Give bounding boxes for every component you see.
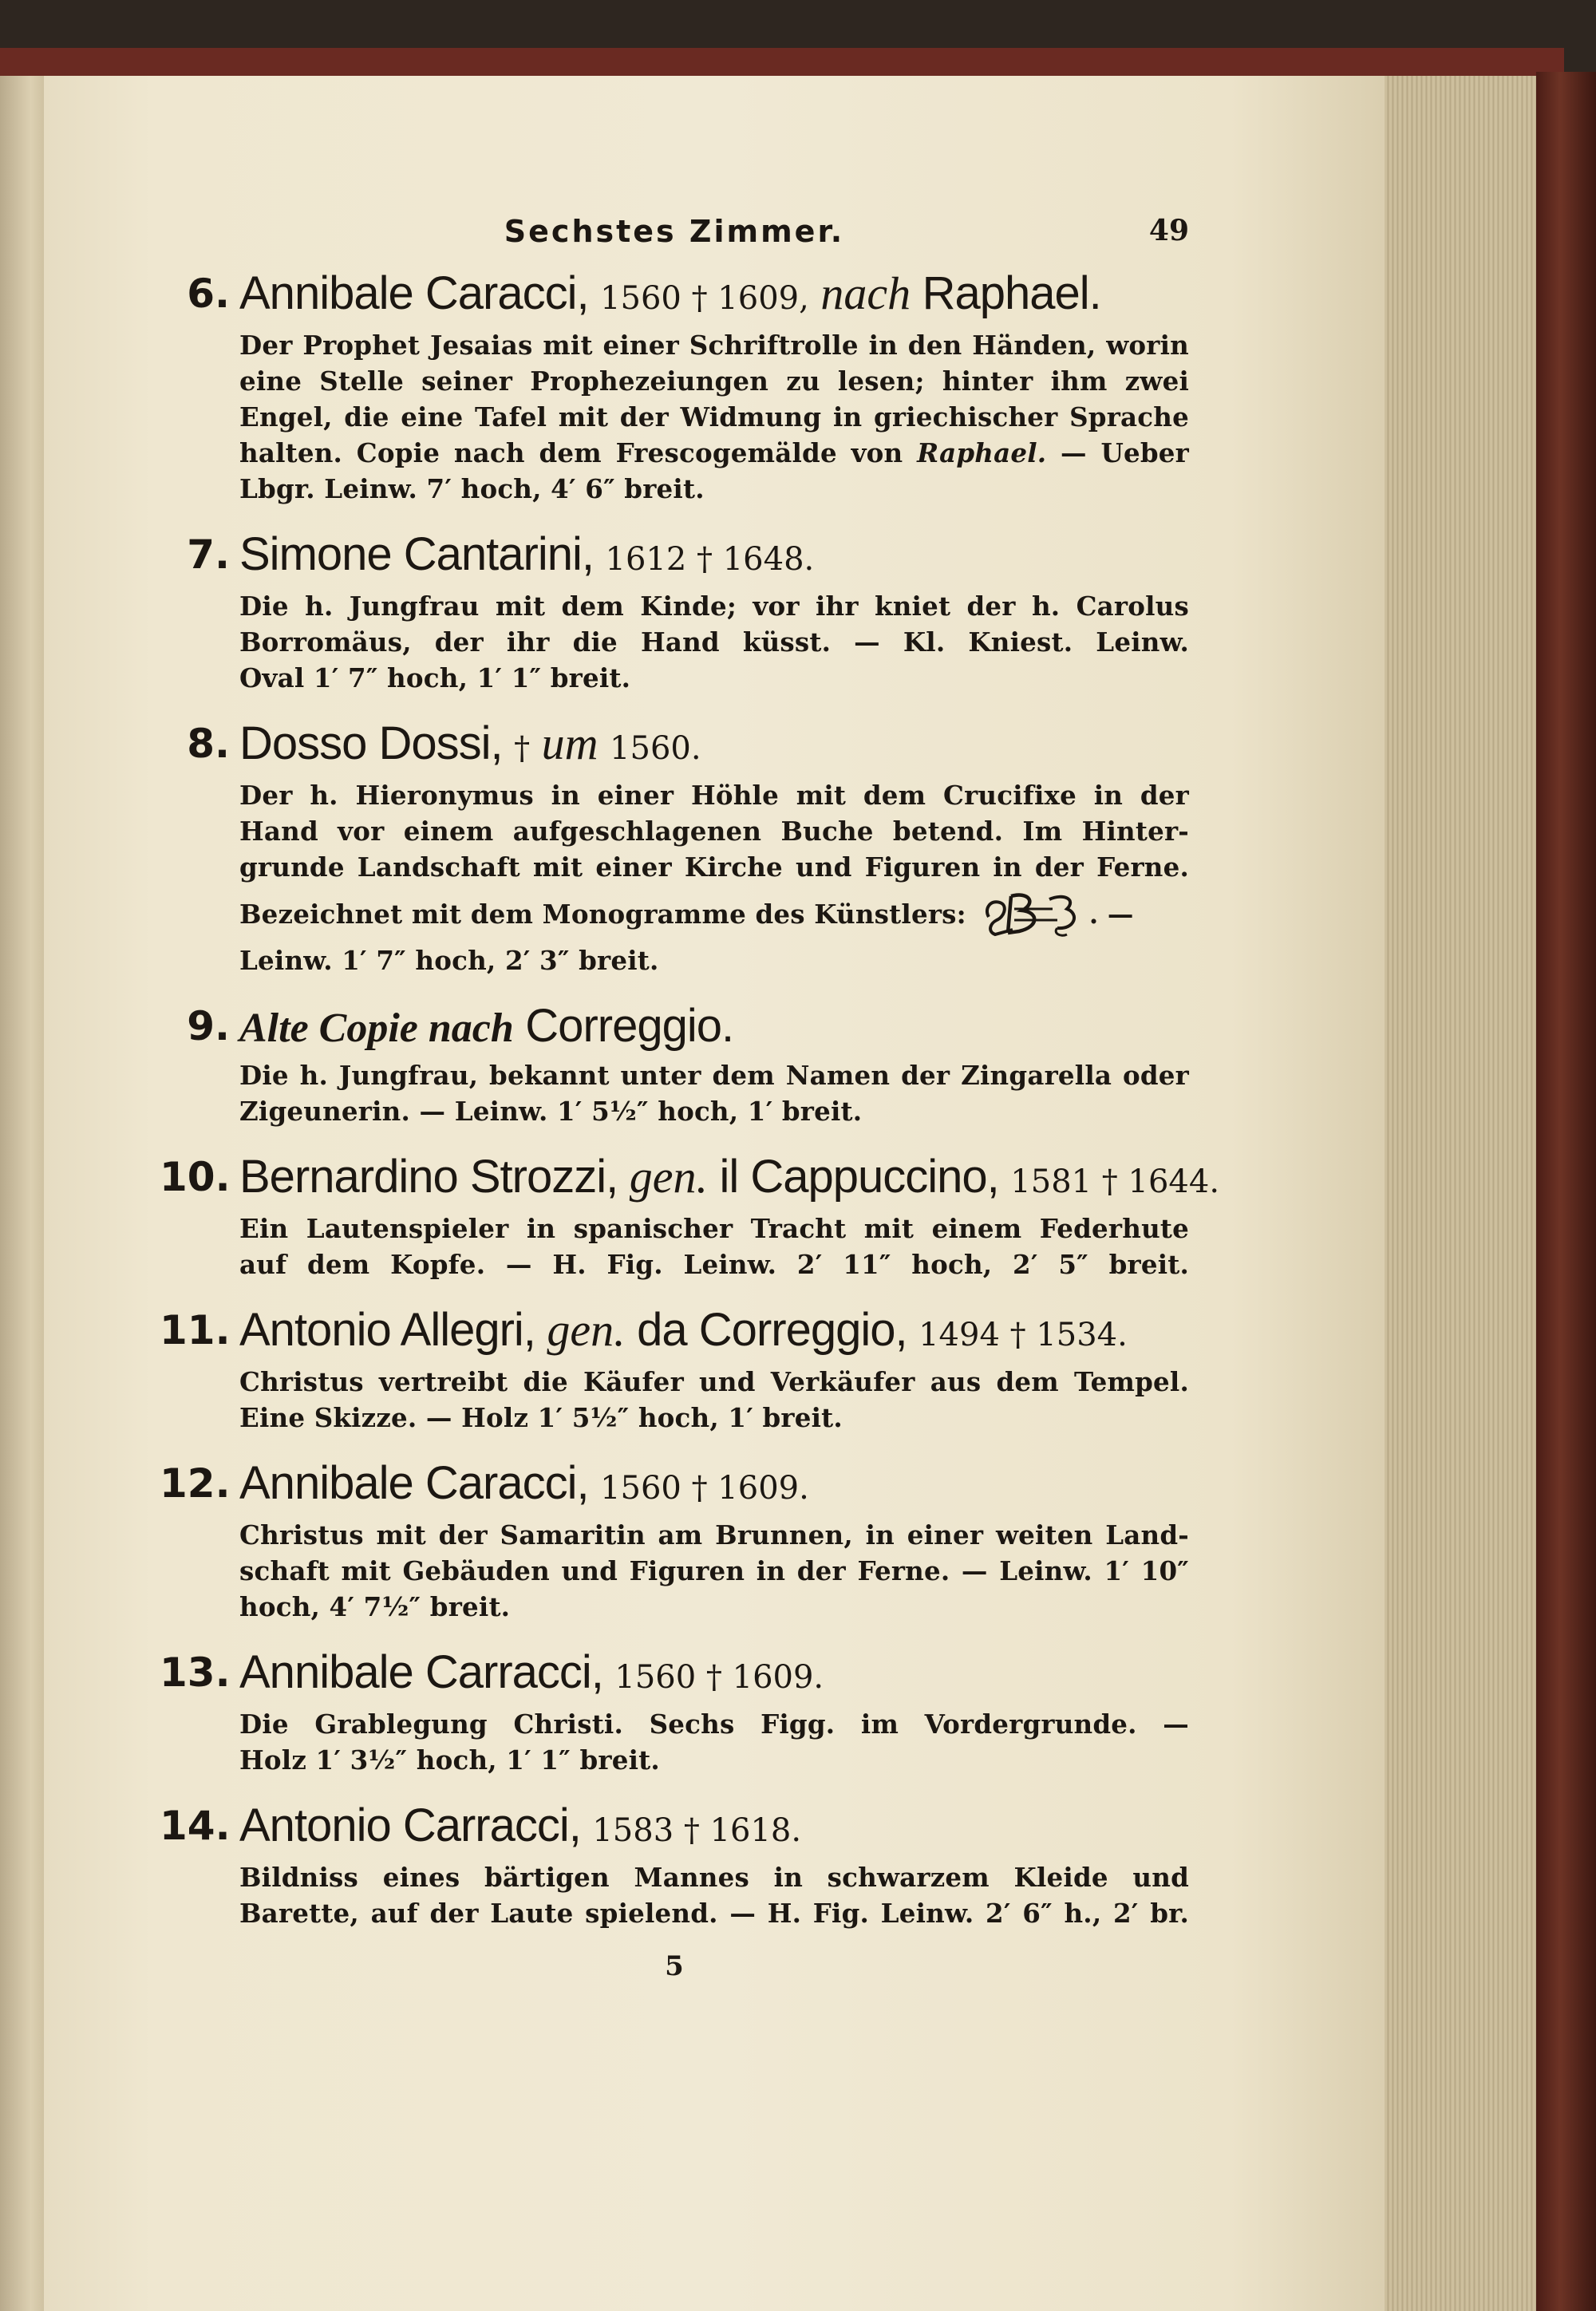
description-line: Die h. Jungfrau mit dem Kinde; vor ihr kniet der h. Carolus: [239, 591, 1189, 622]
artist-dates: 1583 † 1618.: [592, 1812, 802, 1849]
description-line: Hand vor einem aufgeschlagenen Buche betend. Im Hinter-: [239, 816, 1189, 847]
page-number: 49: [1148, 214, 1189, 247]
catalog-entry-6: [160, 265, 1189, 507]
entry-number: 9.: [187, 1003, 230, 1049]
description-line: Leinw. 1′ 7″ hoch, 2′ 3″ breit.: [239, 945, 659, 976]
artist-dates: 1612 † 1648.: [605, 541, 815, 578]
entry-number: 12.: [160, 1460, 231, 1507]
entry-description: [160, 1517, 1189, 1625]
artist-name: Bernardino Strozzi,: [239, 1151, 618, 1203]
artist-monogram-icon: [981, 885, 1084, 942]
description-line: Engel, die eine Tafel mit der Widmung in griechischer Sprache: [239, 401, 1189, 433]
attribution-qualifier: nach: [820, 267, 911, 319]
artist-name: Simone Cantarini,: [239, 528, 594, 580]
catalog-entry-12: [160, 1455, 1189, 1625]
description-line: schaft mit Gebäuden und Figuren in der Ferne. — Leinw. 1′ 10″: [239, 1555, 1189, 1586]
description-line: Borromäus, der ihr die Hand küsst. — Kl. Kniest. Leinw.: [239, 626, 1189, 658]
description-line-mixed: [239, 435, 1189, 471]
artist-dates: 1560 † 1609,: [600, 280, 809, 317]
description-line: grunde Landschaft mit einer Kirche und Figuren in der Ferne.: [239, 851, 1189, 883]
entry-number: 6.: [187, 271, 230, 317]
artist-name: Annibale Caracci,: [239, 267, 589, 319]
attribution-name: da Correggio,: [637, 1304, 907, 1356]
entry-description: [160, 1057, 1189, 1129]
catalog-entry-13: [160, 1644, 1189, 1778]
attribution-qualifier: gen.: [629, 1151, 708, 1203]
description-line: Christus mit der Samaritin am Brunnen, in einer weiten Land-: [239, 1519, 1189, 1551]
description-line: hoch, 4′ 7½″ breit.: [239, 1591, 511, 1622]
sheet-signature: 5: [665, 1950, 684, 1982]
artist-dates: 1560 † 1609.: [614, 1659, 824, 1696]
description-line: Der h. Hieronymus in einer Höhle mit dem Crucifixe in der: [239, 780, 1189, 811]
catalog-entry-10: [160, 1148, 1220, 1282]
description-line: Die Grablegung Christi. Sechs Figg. im Vordergrunde. —: [239, 1709, 1189, 1740]
description-fragment-italic: Raphael.: [917, 437, 1047, 468]
description-line: Eine Skizze. — Holz 1′ 5½″ hoch, 1′ breit.: [239, 1402, 843, 1433]
artist-dates: 1560.: [610, 730, 701, 767]
artist-dates: 1494 † 1534.: [918, 1317, 1128, 1353]
artist-name: Annibale Carracci,: [239, 1646, 603, 1698]
running-title: Sechstes Zimmer.: [504, 214, 845, 249]
description-fragment: . —: [1088, 898, 1134, 930]
artist-name: Dosso Dossi,: [239, 717, 503, 769]
description-line: Ein Lautenspieler in spanischer Tracht mit einem Federhute: [239, 1213, 1189, 1244]
entry-number: 13.: [160, 1649, 231, 1696]
description-line: Barette, auf der Laute spielend. — H. Fig. Leinw. 2′ 6″ h., 2′ br.: [239, 1898, 1189, 1929]
entry-heading: [160, 997, 1189, 1057]
entry-description: [160, 1211, 1189, 1282]
binding-board: [1536, 72, 1596, 2311]
entry-heading: [160, 715, 1189, 777]
entry-description: [160, 777, 1189, 978]
entry-number: 14.: [160, 1803, 231, 1849]
catalog-entry-9: [160, 997, 1189, 1129]
page-edges: [1385, 76, 1536, 2311]
description-line: Christus vertreibt die Käufer und Verkäufer aus dem Tempel.: [239, 1366, 1189, 1397]
catalog-entry-11: [160, 1302, 1189, 1436]
facing-page-edge: [0, 76, 44, 2311]
entry-number: 10.: [160, 1154, 231, 1200]
entry-description: [160, 1364, 1189, 1436]
entry-heading: [160, 1302, 1189, 1364]
catalog-entry-7: [160, 526, 1189, 696]
catalog-entry-14: [160, 1797, 1189, 1931]
dagger-sign: †: [514, 730, 531, 767]
entry-description: [160, 327, 1189, 507]
artist-name: Antonio Allegri,: [239, 1304, 535, 1356]
description-line: Oval 1′ 7″ hoch, 1′ 1″ breit.: [239, 662, 631, 693]
description-line: Der Prophet Jesaias mit einer Schriftrolle in den Händen, worin: [239, 330, 1189, 361]
attribution-qualifier: um: [541, 717, 598, 769]
entry-number: 7.: [187, 531, 230, 578]
entry-number: 11.: [160, 1307, 231, 1353]
attribution-qualifier: gen.: [547, 1304, 626, 1356]
description-line: Lbgr. Leinw. 7′ hoch, 4′ 6″ breit.: [239, 473, 705, 504]
page-text: [160, 207, 1220, 1982]
artist-dates: 1560 † 1609.: [600, 1470, 809, 1507]
entry-heading: [160, 1148, 1220, 1211]
description-fragment: halten. Copie nach dem Frescogemälde von: [239, 437, 903, 468]
running-head: [160, 207, 1189, 255]
entry-description: [160, 1706, 1189, 1778]
description-line: eine Stelle seiner Prophezeiungen zu lesen; hinter ihm zwei: [239, 365, 1189, 397]
description-fragment: — Ueber: [1061, 437, 1189, 468]
monogram-line: [239, 885, 1189, 942]
description-line: Zigeunerin. — Leinw. 1′ 5½″ hoch, 1′ breit.: [239, 1096, 863, 1127]
entry-description: [160, 1859, 1189, 1931]
description-line: auf dem Kopfe. — H. Fig. Leinw. 2′ 11″ hoch, 2′ 5″ breit.: [239, 1249, 1189, 1280]
attribution-qualifier: Alte Copie nach: [239, 1005, 514, 1051]
attribution-name: Correggio.: [525, 1000, 734, 1052]
description-fragment: Bezeichnet mit dem Monogramme des Künstlers:: [239, 898, 966, 930]
entry-heading: [160, 526, 1189, 588]
entry-heading: [160, 1644, 1189, 1706]
entry-heading: [160, 265, 1189, 327]
entry-number: 8.: [187, 721, 230, 767]
description-line: Holz 1′ 3½″ hoch, 1′ 1″ breit.: [239, 1744, 660, 1776]
entry-heading: [160, 1455, 1189, 1517]
catalog-entry-8: [160, 715, 1189, 978]
attribution-name: il Cappuccino,: [719, 1151, 999, 1203]
description-line: Die h. Jungfrau, bekannt unter dem Namen der Zingarella oder: [239, 1060, 1189, 1091]
entry-heading: [160, 1797, 1189, 1859]
artist-name: Antonio Carracci,: [239, 1799, 581, 1851]
attribution-name: Raphael.: [922, 267, 1101, 319]
artist-name: Annibale Caracci,: [239, 1457, 589, 1509]
description-line: Bildniss eines bärtigen Mannes in schwarzem Kleide und: [239, 1862, 1189, 1893]
entry-description: [160, 588, 1189, 696]
artist-dates: 1581 † 1644.: [1010, 1163, 1220, 1200]
